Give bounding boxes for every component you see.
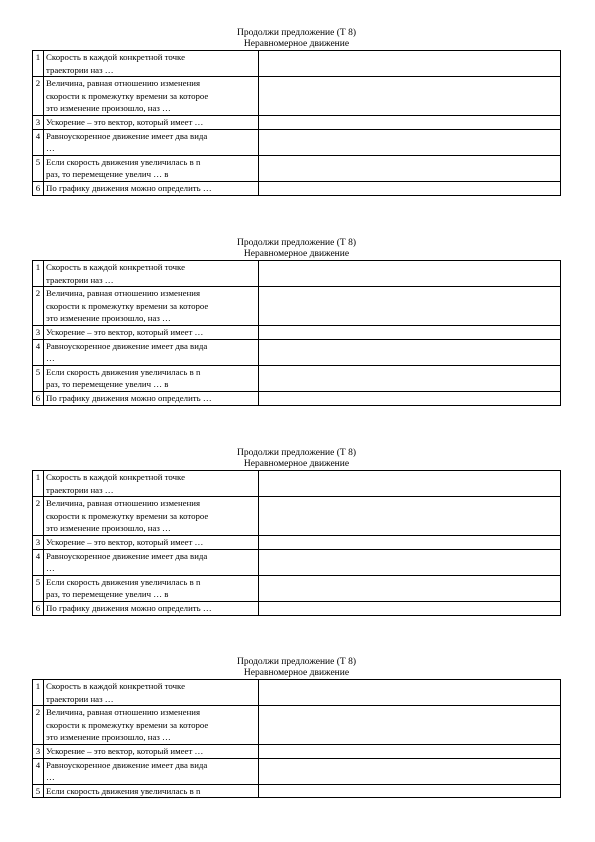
worksheet-subtitle: Неравномерное движение [243,668,350,678]
table-row [33,51,561,77]
question-number: 4 [33,339,44,365]
table-row [33,287,561,326]
question-text: Если скорость движения увеличилась в n раз, то перемещение увелич … в [46,576,201,600]
table-row [33,706,561,745]
answer-cell[interactable] [259,758,561,784]
table-row [33,325,561,339]
question-text: По графику движения можно определить … [46,602,212,613]
answer-cell[interactable] [259,706,561,745]
question-text: Если скорость движения увеличилась в n [46,785,201,796]
table-row [33,339,561,365]
question-number: 3 [33,325,44,339]
question-text: Равноускоренное движение имеет два вида … [46,550,208,574]
question-number: 5 [33,365,44,391]
question-number: 4 [33,129,44,155]
table-row [33,129,561,155]
worksheet-subtitle: Неравномерное движение [243,39,350,49]
question-number: 4 [33,549,44,575]
question-text: Если скорость движения увеличилась в n раз, то перемещение увелич … в [46,366,201,390]
table-row [33,365,561,391]
worksheet-title: Продолжи предложение (Т 8) [237,238,356,248]
answer-cell[interactable] [259,325,561,339]
question-number: 6 [33,181,44,195]
question-number: 5 [33,155,44,181]
question-table [32,260,561,406]
answer-cell[interactable] [259,680,561,706]
question-text: Скорость в каждой конкретной точке траектории наз … [46,52,185,75]
question-number: 1 [33,471,44,497]
table-row [33,181,561,195]
table-row [33,575,561,601]
worksheet-subtitle: Неравномерное движение [243,459,350,469]
answer-cell[interactable] [259,744,561,758]
answer-cell[interactable] [259,601,561,615]
answer-cell[interactable] [259,261,561,287]
answer-cell[interactable] [259,471,561,497]
worksheet-block-3 [32,448,561,616]
answer-cell[interactable] [259,549,561,575]
question-text: Равноускоренное движение имеет два вида … [46,130,208,154]
worksheet-block-2 [32,238,561,406]
table-row [33,471,561,497]
question-number: 2 [33,497,44,536]
question-text: Ускорение – это вектор, который имеет … [46,116,204,127]
question-text: По графику движения можно определить … [46,392,212,403]
question-text: Величина, равная отношению изменения скорости к промежутку времени за которое это изменение произошло, наз … [46,78,209,114]
answer-cell[interactable] [259,365,561,391]
worksheet-title: Продолжи предложение (Т 8) [237,657,356,667]
question-text: Ускорение – это вектор, который имеет … [46,326,204,337]
table-row [33,744,561,758]
question-number: 2 [33,706,44,745]
answer-cell[interactable] [259,391,561,405]
table-row [33,680,561,706]
table-row [33,535,561,549]
answer-cell[interactable] [259,339,561,365]
question-text: Величина, равная отношению изменения скорости к промежутку времени за которое это изменение произошло, наз … [46,288,209,324]
question-text: По графику движения можно определить … [46,182,212,193]
question-number: 6 [33,601,44,615]
question-number: 3 [33,535,44,549]
table-row [33,77,561,116]
question-text: Равноускоренное движение имеет два вида … [46,340,208,364]
question-number: 1 [33,680,44,706]
table-row [33,261,561,287]
question-number: 3 [33,115,44,129]
table-row [33,115,561,129]
question-text: Равноускоренное движение имеет два вида … [46,759,208,783]
question-number: 3 [33,744,44,758]
question-text: Если скорость движения увеличилась в n раз, то перемещение увелич … в [46,156,201,180]
worksheet-block-4 [32,657,561,798]
answer-cell[interactable] [259,129,561,155]
answer-cell[interactable] [259,155,561,181]
answer-cell[interactable] [259,535,561,549]
table-row [33,155,561,181]
answer-cell[interactable] [259,784,561,798]
table-row [33,391,561,405]
answer-cell[interactable] [259,497,561,536]
table-row [33,784,561,798]
answer-cell[interactable] [259,287,561,326]
question-text: Скорость в каждой конкретной точке траектории наз … [46,681,185,704]
question-text: Скорость в каждой конкретной точке траектории наз … [46,472,185,495]
worksheet-subtitle: Неравномерное движение [243,249,350,259]
answer-cell[interactable] [259,77,561,116]
question-number: 5 [33,575,44,601]
question-text: Величина, равная отношению изменения скорости к промежутку времени за которое это изменение произошло, наз … [46,707,209,743]
question-table [32,679,561,798]
table-row [33,758,561,784]
answer-cell[interactable] [259,575,561,601]
question-number: 4 [33,758,44,784]
question-text: Ускорение – это вектор, который имеет … [46,536,204,547]
answer-cell[interactable] [259,181,561,195]
question-table [32,470,561,616]
worksheet-block-1 [32,28,561,196]
question-number: 1 [33,261,44,287]
question-table [32,50,561,196]
question-number: 5 [33,784,44,798]
question-text: Ускорение – это вектор, который имеет … [46,745,204,756]
table-row [33,497,561,536]
question-number: 1 [33,51,44,77]
table-row [33,549,561,575]
worksheet-title: Продолжи предложение (Т 8) [237,28,356,38]
question-number: 2 [33,287,44,326]
worksheet-title: Продолжи предложение (Т 8) [237,448,356,458]
question-text: Скорость в каждой конкретной точке траектории наз … [46,262,185,285]
table-row [33,601,561,615]
answer-cell[interactable] [259,51,561,77]
question-text: Величина, равная отношению изменения скорости к промежутку времени за которое это изменение произошло, наз … [46,498,209,534]
question-number: 2 [33,77,44,116]
question-number: 6 [33,391,44,405]
answer-cell[interactable] [259,115,561,129]
